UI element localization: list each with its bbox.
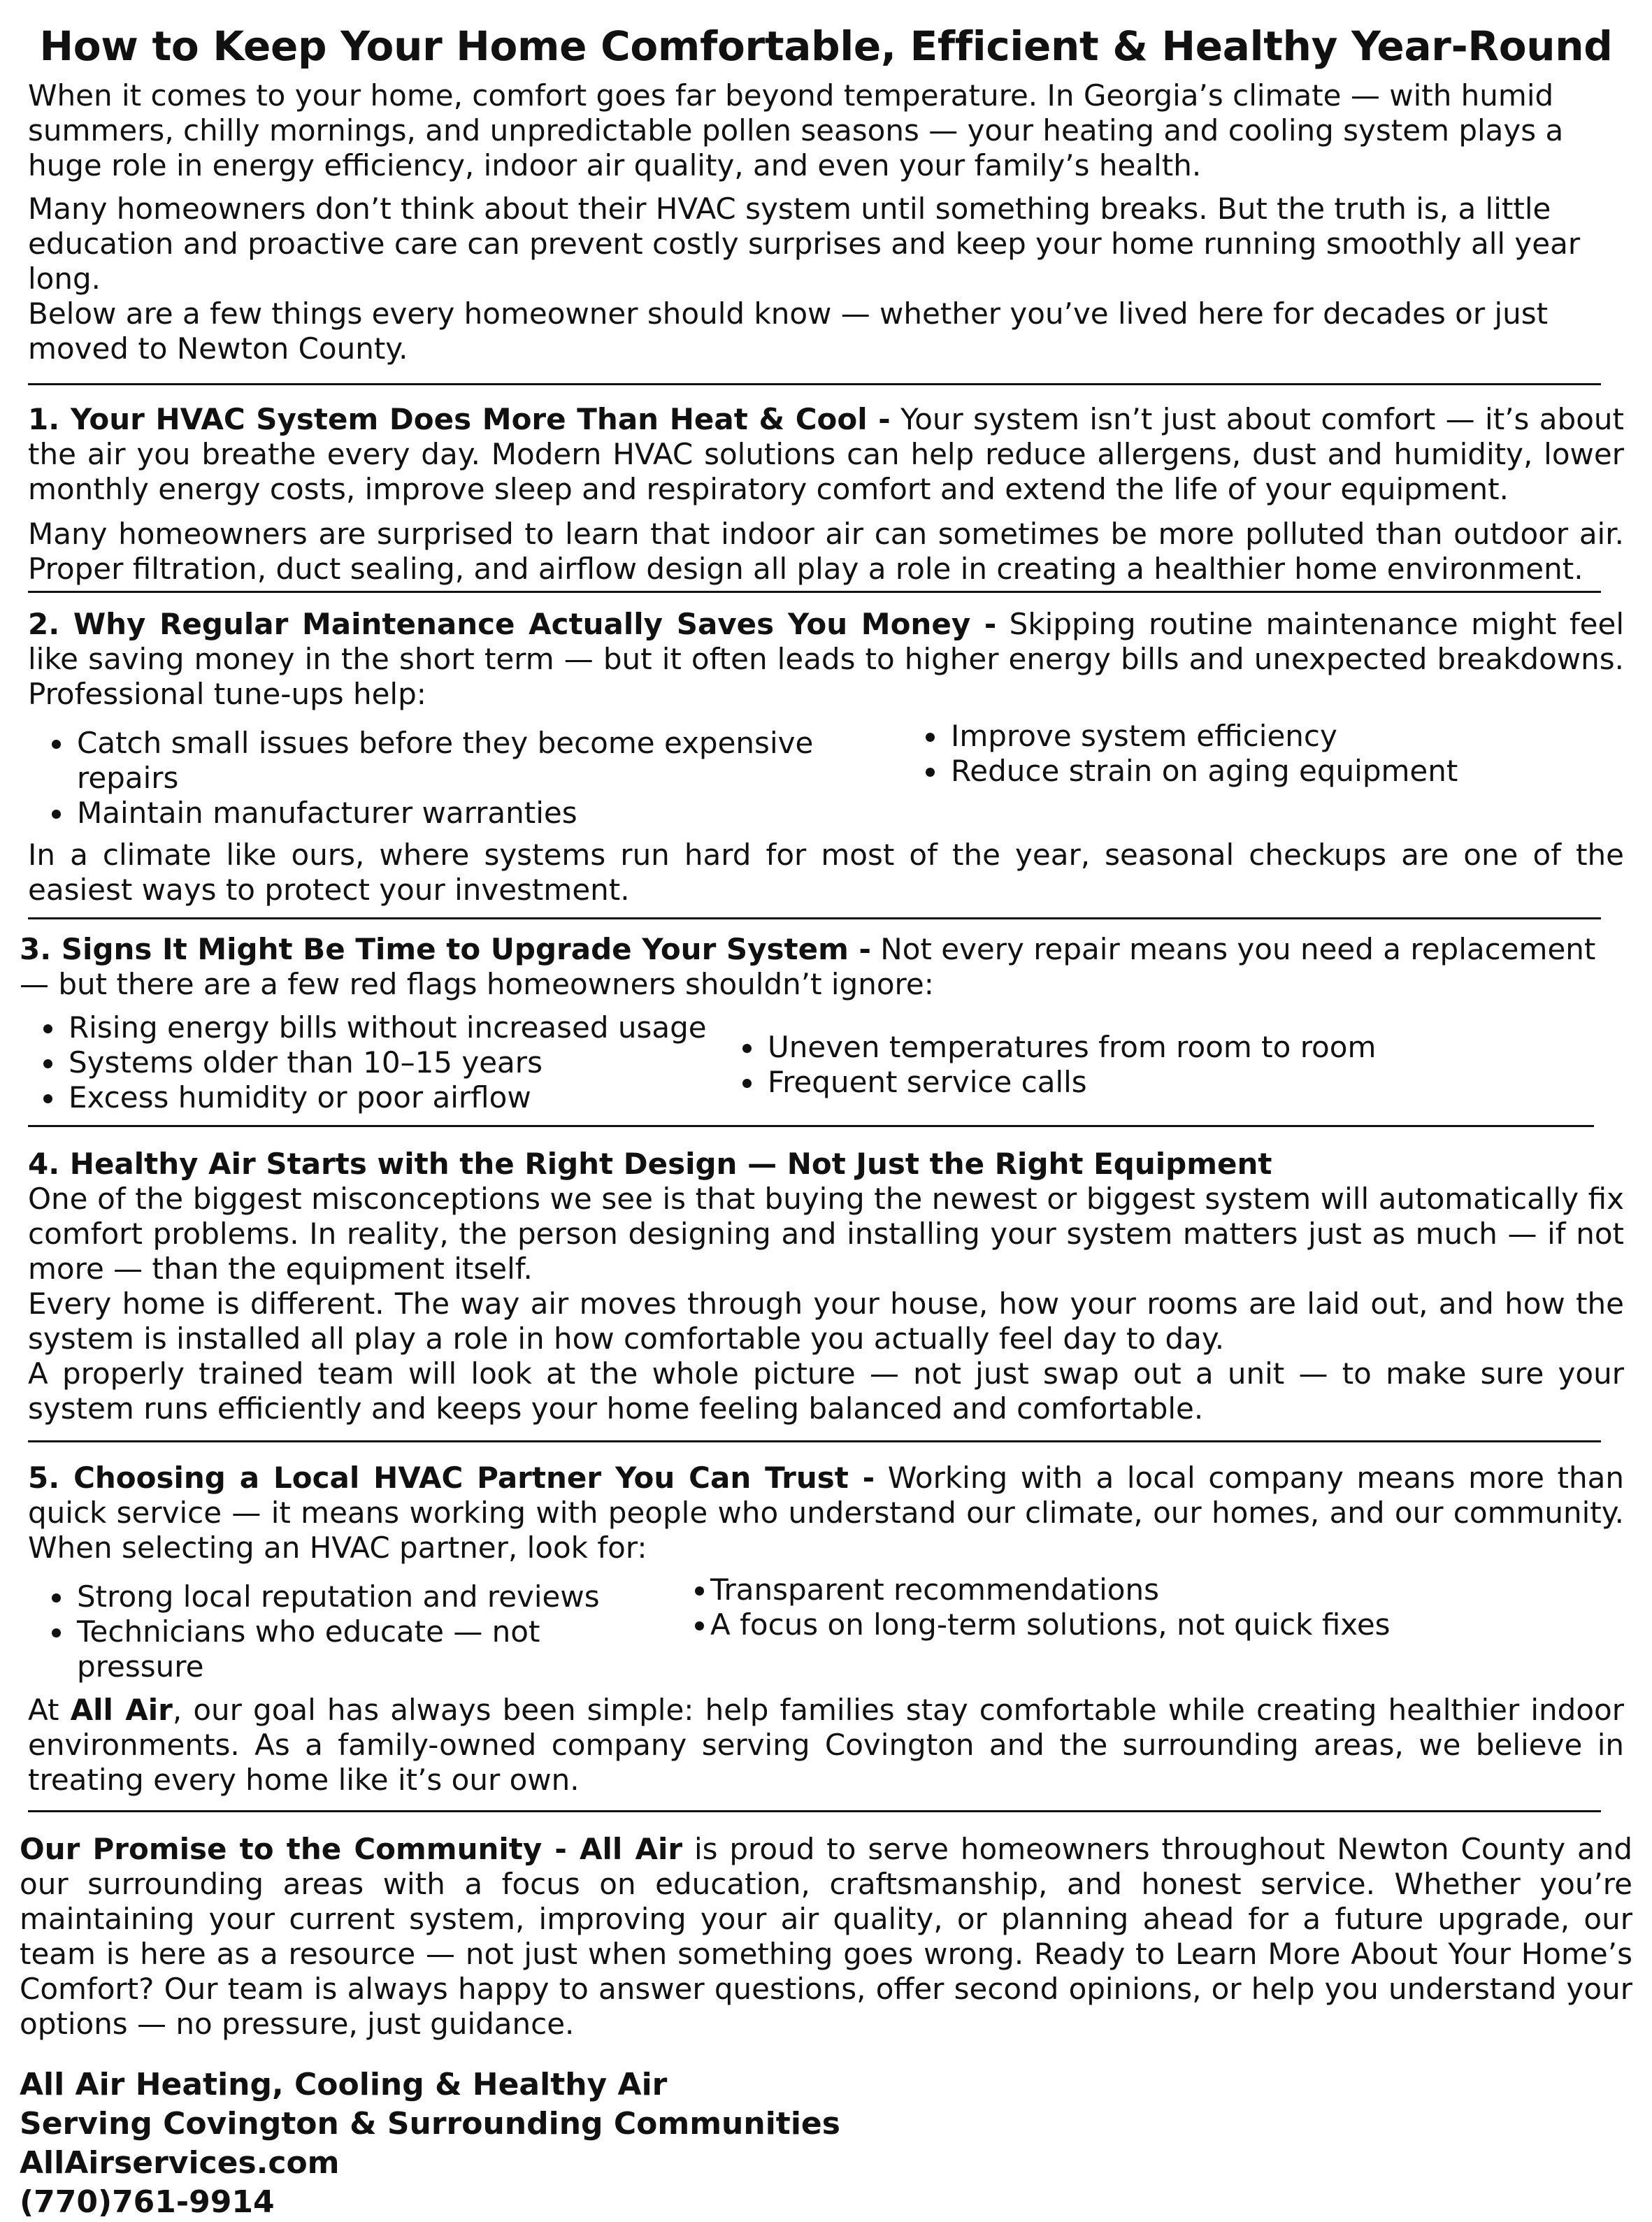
section-1-intro — [28, 402, 1624, 507]
service-area: Serving Covington & Surrounding Communities — [20, 2106, 840, 2142]
section-4-paragraph-3: A properly trained team will look at the whole picture — not just swap out a unit — to make sure your system runs efficiently and keeps your home feeling balanced and comfortable. — [28, 1356, 1624, 1426]
divider-4 — [28, 1125, 1594, 1127]
intro-paragraph-2: Many homeowners don’t think about their HVAC system until something breaks. But the truth is, a little education and proactive care can prevent costly surprises and keep your home running smoothly all year long. — [28, 192, 1581, 296]
section-2-intro — [28, 607, 1624, 712]
intro-section — [28, 78, 1624, 366]
flyer-page — [0, 21, 1652, 2220]
section-1 — [28, 402, 1624, 587]
divider-1 — [28, 383, 1601, 385]
divider-6 — [28, 1810, 1601, 1812]
section-3-bullets-right — [719, 1010, 1418, 1115]
contact-block — [20, 2065, 1624, 2222]
section-4-paragraph-2: Every home is different. The way air moves through your house, how your rooms are laid out, and how the system is installed all play a role in how comfortable you actually feel day to day. — [28, 1286, 1624, 1356]
intro-paragraph-1: When it comes to your home, comfort goes far beyond temperature. In Georgia’s climate — with humid summers, chilly mornings, and unpredictable pollen seasons — your heating and cooling system plays a huge role in energy efficiency, indoor air quality, and even your family’s health. — [28, 78, 1564, 182]
page-title: How to Keep Your Home Comfortable, Efficient & Healthy Year-Round — [39, 22, 1613, 70]
divider-3 — [28, 917, 1601, 919]
section-5-bullets-left — [28, 1572, 671, 1684]
section-5-lead: Working with a local company means more than quick service — it means working with people who understand our climate, our homes, and our community. When selecting an HVAC partner, look for: — [28, 1461, 1624, 1565]
section-2 — [28, 607, 1624, 908]
section-5-intro — [28, 1461, 1624, 1565]
list-item: Systems older than 10–15 years — [20, 1045, 719, 1080]
promise-section — [20, 1832, 1632, 2042]
section-4 — [28, 1147, 1624, 1426]
section-2-bullets-right — [902, 719, 1531, 831]
section-3-bullets-left — [20, 1010, 719, 1115]
section-1-lead: Your system isn’t just about comfort — it’s about the air you breathe every day. Modern HVAC solutions can help reduce allergens, dust and humidity, lower monthly energy costs, improve sleep and respiratory comfort and extend the life of your equipment. — [28, 402, 1624, 506]
promise-heading: Our Promise to the Community - All Air — [20, 1832, 683, 1866]
section-2-lead: Skipping routine maintenance might feel like saving money in the short term — but it often leads to higher energy bills and unexpected breakdowns. Professional tune-ups help: — [28, 607, 1625, 711]
list-item: Rising energy bills without increased usage — [20, 1010, 719, 1045]
section-5-closing — [28, 1693, 1624, 1798]
section-2-bullets-left — [28, 719, 902, 831]
section-1-paragraph-2: Many homeowners are surprised to learn that indoor air can sometimes be more polluted than outdoor air. Proper filtration, duct sealing, and airflow design all play a role in creating a healthier home environment. — [28, 517, 1624, 586]
section-2-heading: 2. Why Regular Maintenance Actually Saves You Money - — [28, 607, 997, 641]
section-5-closing-pre: At — [28, 1693, 71, 1727]
section-5-bullets-right — [671, 1572, 1510, 1684]
section-1-heading: 1. Your HVAC System Does More Than Heat & Cool - — [28, 402, 891, 436]
list-item: Catch small issues before they become expensive repairs — [28, 726, 902, 796]
list-item: Uneven temperatures from room to room — [719, 1030, 1418, 1065]
section-5-closing-post: , our goal has always been simple: help families stay comfortable while creating healthier indoor environments. As a family-owned company serving Covington and the surrounding areas, we believe in treating every home like it’s our own. — [28, 1693, 1624, 1797]
brand-name: All Air — [70, 1693, 173, 1727]
section-2-closing: In a climate like ours, where systems run hard for most of the year, seasonal checkups are one of the easiest ways to protect your investment. — [28, 838, 1624, 907]
website-link[interactable]: AllAirservices.com — [20, 2145, 340, 2181]
list-item: Strong local reputation and reviews — [28, 1579, 671, 1614]
divider-5 — [28, 1440, 1601, 1442]
section-3-lead: Not every repair means you need a replacement — but there are a few red flags homeowners shouldn’t ignore: — [20, 932, 1596, 1001]
list-item: A focus on long-term solutions, not quick fixes — [671, 1607, 1510, 1642]
company-name: All Air Heating, Cooling & Healthy Air — [20, 2067, 668, 2102]
promise-text: is proud to serve homeowners throughout Newton County and our surrounding areas with a focus on education, craftsmanship, and honest service. Whether you’re maintaining your current system, improving your air quality, or planning ahead for a future upgrade, our team is here as a resource — not just when something goes wrong. Ready to Learn More About Your Home’s Comfort? Our team is always happy to answer questions, offer second opinions, or help you understand your options — no pressure, just guidance. — [20, 1832, 1633, 2041]
section-5-heading: 5. Choosing a Local HVAC Partner You Can Trust - — [28, 1461, 875, 1495]
list-item: Frequent service calls — [719, 1065, 1418, 1100]
section-3-heading: 3. Signs It Might Be Time to Upgrade Your System - — [20, 932, 871, 966]
list-item: Technicians who educate — not pressure — [28, 1614, 671, 1684]
phone-number[interactable]: (770)761-9914 — [20, 2184, 275, 2220]
list-item: Improve system efficiency — [902, 719, 1531, 754]
intro-paragraph-3: Below are a few things every homeowner should know — whether you’ve lived here for decades or just moved to Newton County. — [28, 296, 1549, 366]
section-4-paragraph-1: One of the biggest misconceptions we see is that buying the newest or biggest system will automatically fix comfort problems. In reality, the person designing and installing your system matters just as much — if not more — than the equipment itself. — [28, 1182, 1624, 1286]
section-5 — [28, 1461, 1624, 1798]
section-5-bullets — [28, 1572, 1624, 1684]
section-3 — [20, 932, 1624, 1115]
list-item: Reduce strain on aging equipment — [902, 754, 1531, 789]
section-3-intro — [20, 932, 1624, 1002]
list-item: Excess humidity or poor airflow — [20, 1080, 719, 1115]
divider-2 — [28, 591, 1601, 593]
list-item: Maintain manufacturer warranties — [28, 796, 902, 831]
section-4-heading: 4. Healthy Air Starts with the Right Design — Not Just the Right Equipment — [28, 1147, 1272, 1181]
promise-paragraph — [20, 1832, 1632, 2042]
list-item: Transparent recommendations — [671, 1572, 1510, 1607]
section-3-bullets — [28, 1010, 1624, 1115]
section-2-bullets — [28, 719, 1624, 831]
